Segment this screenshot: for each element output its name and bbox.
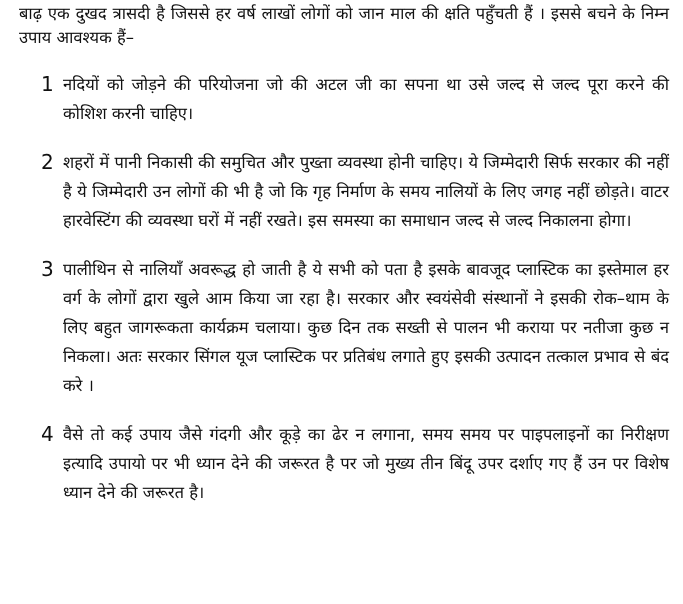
list-item-number: 1 — [41, 72, 54, 96]
list-item-text: पालीथिन से नालियाँ अवरूद्ध हो जाती है ये सभी को पता है इसके बावजूद प्लास्टिक का इस्तेमाल हर वर्ग के लोगों द्वारा खुले आम किया जा रहा है। सरकार और स्वयंसेवी संस्थानों ने इसकी रोक–थाम के लिए बहुत जागरूकता कार्यक्रम चलाया। कुछ दिन तक सख्ती से पालन भी कराया पर नतीजा कुछ न निकला। अतः सरकार सिंगल यूज प्लास्टिक पर प्रतिबंध लगाते हुए इसकी उत्पादन तत्काल प्रभाव से बंद करे । — [63, 260, 669, 395]
list-item — [19, 148, 669, 235]
list-item-number: 3 — [41, 257, 54, 281]
list-item — [19, 70, 669, 128]
list-item — [19, 420, 669, 507]
list-item — [19, 255, 669, 400]
list-item-number: 2 — [41, 150, 54, 174]
list-item-text: शहरों में पानी निकासी की समुचित और पुख्ता व्यवस्था होनी चाहिए। ये जिम्मेदारी सिर्फ सरकार की नहीं है ये जिम्मेदारी उन लोगों की भी है जो कि गृह निर्माण के समय नालियों के लिए जगह नहीं छोड़ते। वाटर हारवेस्टिंग की व्यवस्था घरों में नहीं रखते। इस समस्या का समाधान जल्द से जल्द निकालना होगा। — [63, 153, 669, 230]
list-item-number: 4 — [41, 422, 54, 446]
list-item-text: नदियों को जोड़ने की परियोजना जो की अटल जी का सपना था उसे जल्द से जल्द पूरा करने की कोशिश करनी चाहिए। — [63, 75, 669, 123]
list-item-text: वैसे तो कई उपाय जैसे गंदगी और कूड़े का ढेर न लगाना, समय समय पर पाइपलाइनों का निरीक्षण इत्यादि उपायो पर भी ध्यान देने की जरूरत है पर जो मुख्य तीन बिंदू उपर दर्शाए गए हैं उन पर विशेष ध्यान देने की जरूरत है। — [63, 425, 669, 502]
intro-paragraph: बाढ़ एक दुखद त्रासदी है जिससे हर वर्ष लाखों लोगों को जान माल की क्षति पहुँचती हैं । इससे बचने के निम्न उपाय आवश्यक हैं– — [19, 4, 669, 47]
